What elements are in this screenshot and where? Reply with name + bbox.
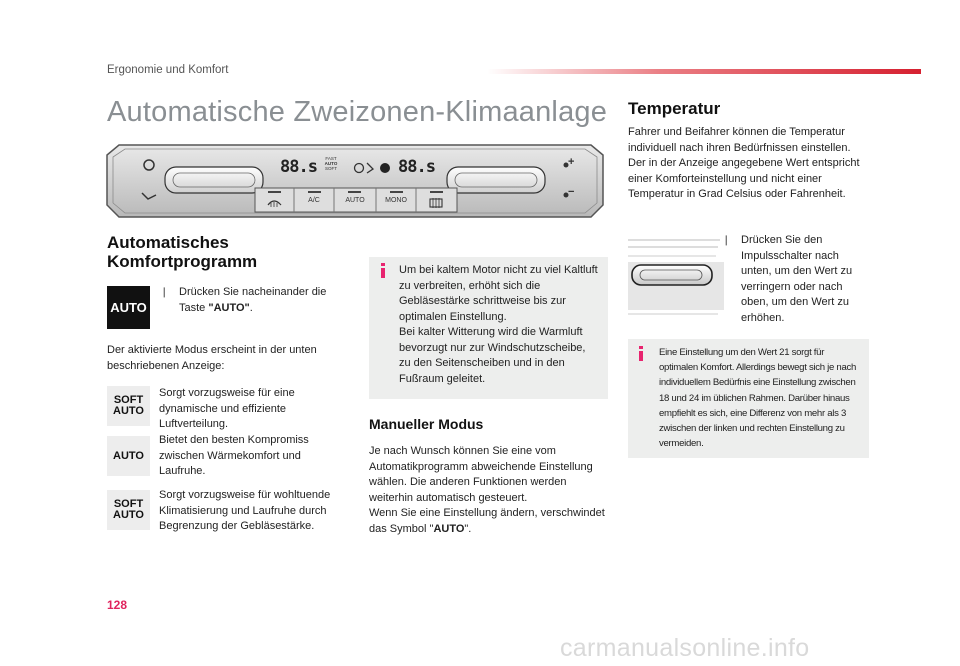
manual-mode-suffix: ". bbox=[464, 522, 472, 535]
temperature-info-box bbox=[628, 339, 869, 458]
manual-mode-heading: Manueller Modus bbox=[369, 416, 484, 432]
section-label: Ergonomie und Komfort bbox=[107, 64, 229, 76]
cold-engine-info-text: Um bei kaltem Motor nicht zu viel Kaltluft zu verbreiten, erhöht sich die Gebläsestärke schrittweise bis zur optimalen Einstellung. Bei kalter Witterung wird die Warmluft bevorzugt nur zur Windschutzscheibe, zu den Seitenscheiben und in den Fußraum geleitet. bbox=[399, 264, 598, 385]
fan-increase-button[interactable]: + bbox=[568, 156, 575, 168]
badge-line: SOFT bbox=[113, 498, 144, 510]
fast-indicator: FAST bbox=[325, 156, 337, 161]
bullet-mark: ❘ bbox=[722, 235, 731, 246]
display-mode-indicator bbox=[319, 156, 343, 171]
comfort-heading-line1: Automatisches bbox=[107, 233, 229, 252]
auto-key-badge: AUTO bbox=[107, 286, 150, 329]
mode-description: Sorgt vorzugsweise für eine dynamische und effiziente Luftverteilung. bbox=[159, 387, 295, 430]
info-icon bbox=[380, 263, 386, 277]
soft-auto-badge bbox=[107, 386, 150, 426]
temperature-heading: Temperatur bbox=[628, 99, 721, 118]
soft-auto-badge bbox=[107, 490, 150, 530]
comfort-instruction-key: "AUTO" bbox=[208, 301, 250, 314]
comfort-instruction-suffix: . bbox=[249, 301, 253, 314]
badge-line: AUTO bbox=[113, 405, 144, 417]
page-title: Automatische Zweizonen-Klimaanlage bbox=[107, 96, 608, 128]
comfort-heading bbox=[107, 233, 257, 271]
soft-indicator: SOFT bbox=[325, 166, 337, 171]
page-number: 128 bbox=[107, 598, 128, 612]
manual-mode-text bbox=[369, 444, 609, 537]
mono-button[interactable]: MONO bbox=[385, 197, 407, 204]
mode-description: Sorgt vorzugsweise für wohltuende Klimatisierung und Laufruhe durch Begrenzung der Gebläsestärke. bbox=[159, 489, 331, 532]
info-icon bbox=[638, 346, 644, 360]
right-temperature-display: 88.s bbox=[398, 157, 435, 177]
fan-decrease-button[interactable]: − bbox=[568, 186, 575, 198]
temperature-instruction-text: Drücken Sie den Impulsschalter nach unten, um den Wert zu verringern oder nach oben, um den Wert zu erhöhen. bbox=[741, 234, 853, 324]
temperature-text: Fahrer und Beifahrer können die Temperatur individuell nach ihren Bedürfnissen einstellen. Der in der Anzeige angegebene Wert entspricht einer Komforteinstellung und nicht einer Temperatur in Grad Celsius oder Fahrenheit. bbox=[628, 126, 860, 200]
temperature-instruction bbox=[722, 233, 862, 326]
mode-description: Bietet den besten Kompromiss zwischen Wärmekomfort und Laufruhe. bbox=[159, 434, 309, 477]
cold-engine-info-box bbox=[369, 257, 608, 399]
manual-mode-text-main: Je nach Wunsch können Sie eine vom Automatikprogramm abweichende Einstellung wählen. Die anderen Funktionen werden weiterhin automatisch gesteuert. Wenn Sie eine Einstellung ändern, verschwindet das Symbol " bbox=[369, 445, 605, 535]
header-accent-bar bbox=[487, 69, 921, 74]
badge-line: AUTO bbox=[113, 509, 144, 521]
left-temperature-display: 88.s bbox=[280, 157, 317, 177]
mode-intro-text: Der aktivierte Modus erscheint in der unten beschriebenen Anzeige: bbox=[107, 344, 317, 372]
comfort-instruction bbox=[160, 285, 350, 316]
auto-indicator: AUTO bbox=[324, 161, 338, 166]
temperature-info-text: Eine Einstellung um den Wert 21 sorgt für optimalen Komfort. Allerdings bewegt sich je nach individuellem Bedürfnis eine Einstellung zwischen 18 und 24 im üblichen Rahmen. Darüber hinaus empfiehlt es sich, eine Differenz von mehr als 3 zwischen der linken und rechten Einstellung zu vermeiden. bbox=[659, 347, 857, 450]
auto-button[interactable]: AUTO bbox=[345, 197, 365, 204]
watermark: carmanualsonline.info bbox=[560, 634, 810, 662]
auto-mode-badge bbox=[107, 436, 150, 476]
ac-button[interactable]: A/C bbox=[308, 197, 320, 204]
comfort-instruction-text: Drücken Sie nacheinander die Taste bbox=[179, 286, 327, 314]
comfort-heading-line2: Komfortprogramm bbox=[107, 252, 258, 271]
manual-mode-key: AUTO bbox=[433, 522, 465, 535]
badge-line: AUTO bbox=[113, 450, 144, 462]
temperature-switch-illustration bbox=[628, 238, 726, 322]
badge-line: SOFT bbox=[113, 394, 144, 406]
bullet-mark: ❘ bbox=[160, 287, 169, 298]
climate-control-panel-illustration bbox=[105, 143, 605, 219]
